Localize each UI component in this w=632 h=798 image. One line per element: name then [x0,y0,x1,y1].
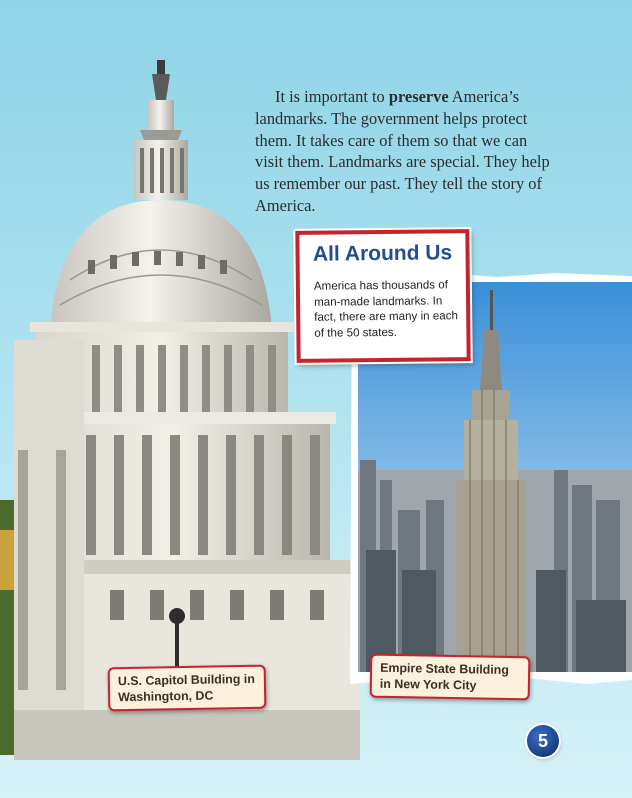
capitol-photo [0,60,360,760]
all-around-us-callout [295,229,470,363]
callout-title: All Around Us [312,241,453,266]
callout-text: America has thousands of man-made landmarks. In fact, there are many in each of the 50 states. [313,278,458,340]
paragraph-text-before: It is important to [275,87,389,106]
vocabulary-word: preserve [388,87,449,106]
paragraph-text-after: America’s landmarks. The government helps protect them. It takes care of them so that we can visit them. Landmarks are special. They help us remember our past. They tell the story of America. [255,87,550,215]
page-number-badge: 5 [527,725,559,757]
capitol-caption: U.S. Capitol Building in Washington, DC [108,665,267,712]
empire-state-caption: Empire State Building in New York City [370,654,531,701]
